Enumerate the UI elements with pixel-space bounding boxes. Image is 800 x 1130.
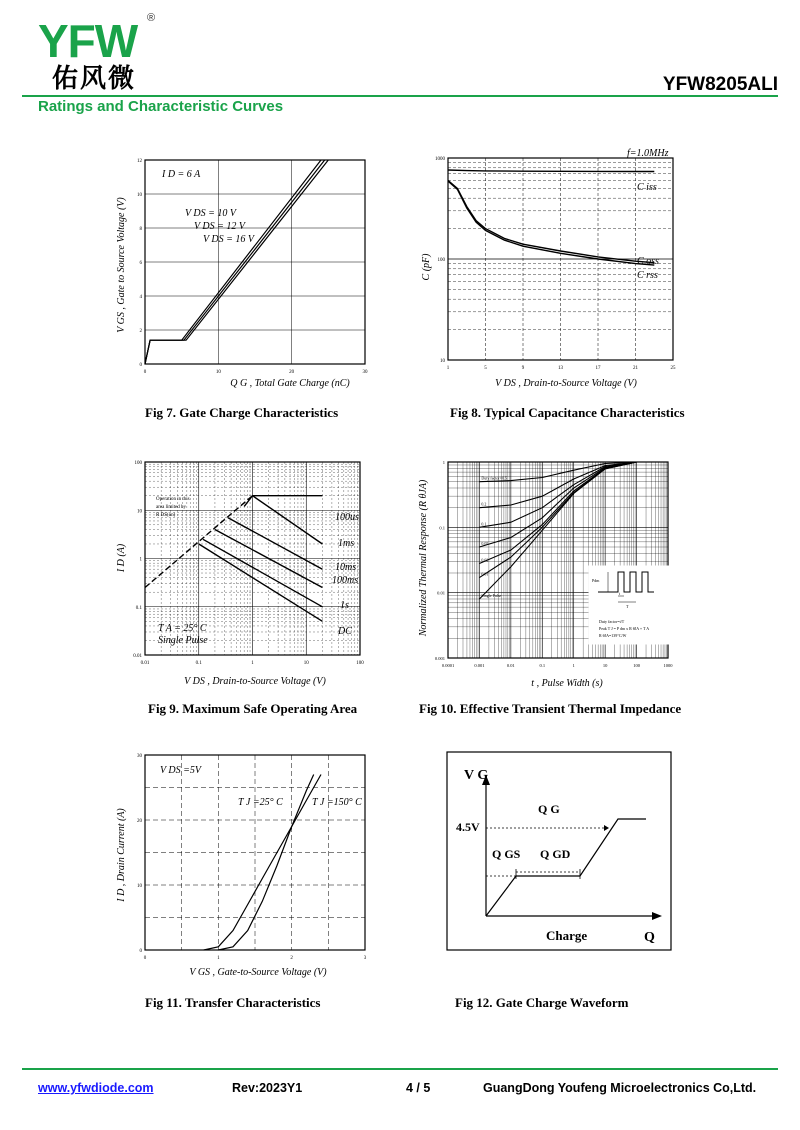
y-tick-label: 8	[139, 227, 142, 232]
svg-text:T: T	[626, 604, 629, 609]
fig8-label-coss: C oss	[637, 256, 659, 267]
fig7-caption: Fig 7. Gate Charge Characteristics	[145, 405, 339, 420]
brand-chinese-name: 佑风微	[52, 63, 137, 93]
fig7-chart	[110, 150, 400, 400]
brand-logo: YFW	[38, 15, 138, 67]
x-tick-label: 0.01	[506, 663, 515, 668]
fig9-label-dc: DC	[338, 626, 352, 637]
fig11-chart	[110, 745, 390, 985]
fig10-note-duty: Duty factor=t/T	[599, 619, 625, 624]
x-tick-label: 1	[217, 956, 220, 961]
x-tick-label: 1	[251, 661, 254, 666]
x-tick-label: 0.001	[474, 663, 485, 668]
fig10-duty-label: Single Pulse	[481, 592, 502, 598]
fig8-series	[448, 170, 654, 265]
fig11-xlabel: V GS , Gate-to-Source Voltage (V)	[189, 967, 327, 978]
fig8-label-ciss: C iss	[637, 182, 657, 193]
fig9-label-10ms: 10ms	[335, 562, 357, 573]
fig10-duty-label: Duty factor=0.5	[481, 475, 508, 481]
y-tick-label: 30	[137, 754, 142, 759]
fig12-diagram	[446, 751, 672, 951]
footer-divider	[22, 1068, 778, 1070]
fig10-note-peak: Peak T J = P dm x R θJA + T A	[599, 626, 650, 631]
fig8-series-0	[448, 170, 654, 172]
fig9-xlabel: V DS , Drain-to-Source Voltage (V)	[184, 676, 326, 687]
fig9-label-1s: 1s	[340, 600, 349, 611]
x-tick-label: 1000	[663, 663, 673, 668]
fig10-series-2	[479, 462, 636, 527]
x-tick-label: 21	[633, 366, 638, 371]
y-tick-label: 1000	[435, 157, 445, 162]
fig7-legend-16v: V DS = 16 V	[203, 234, 255, 245]
fig8-caption: Fig 8. Typical Capacitance Characteristics	[450, 405, 685, 420]
fig9-caption: Fig 9. Maximum Safe Operating Area	[148, 701, 358, 716]
fig8-ylabel: C (pF)	[421, 253, 432, 281]
fig12-qgs: Q GS	[492, 847, 521, 861]
fig8-label-crss: C rss	[637, 270, 658, 281]
fig8-xlabel: V DS , Drain-to-Source Voltage (V)	[495, 378, 637, 389]
fig11-grid	[145, 755, 365, 950]
fig10-chart	[412, 450, 690, 695]
x-tick-label: 5	[484, 366, 487, 371]
fig10-xlabel: t , Pulse Width (s)	[531, 678, 603, 689]
y-tick-label: 10	[440, 359, 445, 364]
fig9-condition-temp: T A = 25° C	[158, 623, 207, 634]
x-tick-label: 17	[595, 366, 601, 371]
fig9-limit-note-2: area limited by	[156, 505, 186, 510]
fig11-label-25c: T J =25° C	[238, 797, 283, 808]
fig10-ylabel: Normalized Thermal Response (R θJA)	[418, 479, 429, 637]
fig7-ticks	[137, 159, 368, 375]
y-tick-label: 0.01	[133, 654, 142, 659]
fig12-qg: Q G	[538, 802, 560, 816]
y-tick-label: 20	[137, 819, 142, 824]
fig11-ticks	[137, 754, 367, 961]
fig12-caption: Fig 12. Gate Charge Waveform	[455, 995, 629, 1010]
y-tick-label: 10	[137, 193, 142, 198]
fig10-duty-label: 0.2	[481, 501, 487, 507]
x-tick-label: 30	[362, 370, 368, 375]
fig12-level: 4.5V	[456, 820, 480, 834]
fig12-q: Q	[644, 930, 655, 945]
x-tick-label: 20	[289, 370, 295, 375]
x-tick-label: 0.1	[195, 661, 202, 666]
y-tick-label: 10	[137, 509, 142, 515]
header-divider	[22, 95, 778, 97]
fig7-legend-10v: V DS = 10 V	[185, 208, 237, 219]
fig9-limit-note-3: R DS(on)	[156, 513, 176, 518]
footer-website[interactable]	[38, 1081, 154, 1095]
x-tick-label: 2	[290, 956, 293, 961]
fig10-series-1	[479, 462, 636, 508]
fig8-chart	[415, 142, 695, 400]
y-tick-label: 100	[437, 258, 445, 263]
x-tick-label: 1	[446, 366, 450, 371]
fig11-conditions: V DS =5V	[160, 765, 202, 776]
y-tick-label: 0	[139, 363, 142, 368]
fig7-ylabel: V GS , Gate to Source Voltage (V)	[116, 197, 127, 333]
fig7-annotation-id: I D = 6 A	[162, 169, 201, 180]
fig9-limit-note-1: Operation in this	[156, 497, 190, 502]
part-number: YFW8205ALI	[662, 74, 778, 95]
y-tick-label: 12	[137, 159, 142, 164]
x-tick-label: 0.01	[140, 661, 150, 666]
footer-page: 4 / 5	[406, 1081, 431, 1095]
x-tick-label: 0.1	[539, 663, 546, 668]
fig10-note-rtheta: R θJA=139°C/W	[599, 633, 627, 638]
fig9-label-100ms: 100ms	[332, 575, 359, 586]
y-tick-label: 0.01	[437, 590, 445, 596]
y-tick-label: 10	[137, 884, 142, 889]
y-tick-label: 4	[139, 295, 142, 300]
x-tick-label: 0.0001	[441, 663, 455, 668]
x-tick-label: 13	[558, 366, 563, 371]
x-tick-label: 10	[303, 661, 309, 666]
registered-mark: ®	[147, 12, 156, 24]
y-tick-label: 0.001	[434, 656, 445, 661]
x-tick-label: 100	[356, 661, 364, 666]
svg-text:Pdm: Pdm	[592, 578, 600, 583]
fig7-grid	[145, 160, 365, 364]
fig9-label-100us: 100us	[335, 512, 359, 523]
fig11-caption: Fig 11. Transfer Characteristics	[145, 995, 321, 1010]
y-tick-label: 0.1	[439, 525, 445, 531]
fig9-series-2	[244, 496, 322, 544]
fig12-charge: Charge	[546, 928, 588, 943]
section-title: Ratings and Characteristic Curves	[38, 98, 284, 115]
fig12-qgd: Q GD	[540, 847, 571, 861]
fig9-series-5	[203, 539, 322, 607]
x-tick-label: 10	[602, 663, 608, 668]
fig8-frequency: f=1.0MHz	[627, 148, 669, 159]
fig10-duty-label: 0.05	[481, 541, 489, 547]
fig12-vg-label: V G	[464, 768, 489, 783]
website-link[interactable]: www.yfwdiode.com	[38, 1081, 154, 1095]
x-tick-label: 10	[215, 370, 221, 375]
x-tick-label: 0	[143, 956, 147, 961]
y-tick-label: 0.1	[135, 605, 142, 611]
footer-revision: Rev:2023Y1	[232, 1081, 303, 1095]
fig9-ylabel: I D (A)	[116, 543, 127, 573]
x-tick-label: 0	[143, 370, 147, 375]
footer-company: GuangDong Youfeng Microelectronics Co,Ltd.	[483, 1081, 757, 1095]
svg-text:t: t	[619, 591, 621, 596]
fig7-legend-12v: V DS = 12 V	[194, 221, 246, 232]
fig11-label-150c: T J =150° C	[312, 797, 362, 808]
fig11-ylabel: I D , Drain Current (A)	[116, 808, 127, 902]
x-tick-label: 9	[521, 366, 525, 371]
y-tick-label: 100	[134, 461, 142, 466]
fig8-series-1	[448, 180, 654, 262]
fig10-inset	[589, 566, 669, 644]
fig10-duty-label: 0.02	[481, 557, 489, 563]
fig10-duty-label: 0.01	[481, 571, 489, 577]
fig9-chart	[110, 450, 390, 695]
fig7-xlabel: Q G , Total Gate Charge (nC)	[230, 378, 350, 389]
fig10-duty-label: 0.1	[481, 521, 487, 527]
fig9-condition-pulse: Single Pulse	[158, 635, 208, 646]
y-tick-label: 2	[139, 329, 142, 334]
y-tick-label: 1	[442, 460, 445, 465]
x-tick-label: 1	[572, 663, 575, 668]
y-tick-label: 1	[139, 557, 142, 563]
y-tick-label: 0	[139, 949, 142, 954]
fig10-caption: Fig 10. Effective Transient Thermal Impedance	[419, 701, 682, 716]
x-tick-label: 100	[633, 663, 640, 668]
y-tick-label: 6	[139, 261, 142, 266]
fig10-duty-labels	[481, 476, 507, 598]
fig9-label-1ms: 1ms	[338, 538, 355, 549]
x-tick-label: 25	[670, 366, 676, 371]
x-tick-label: 3	[363, 956, 367, 961]
